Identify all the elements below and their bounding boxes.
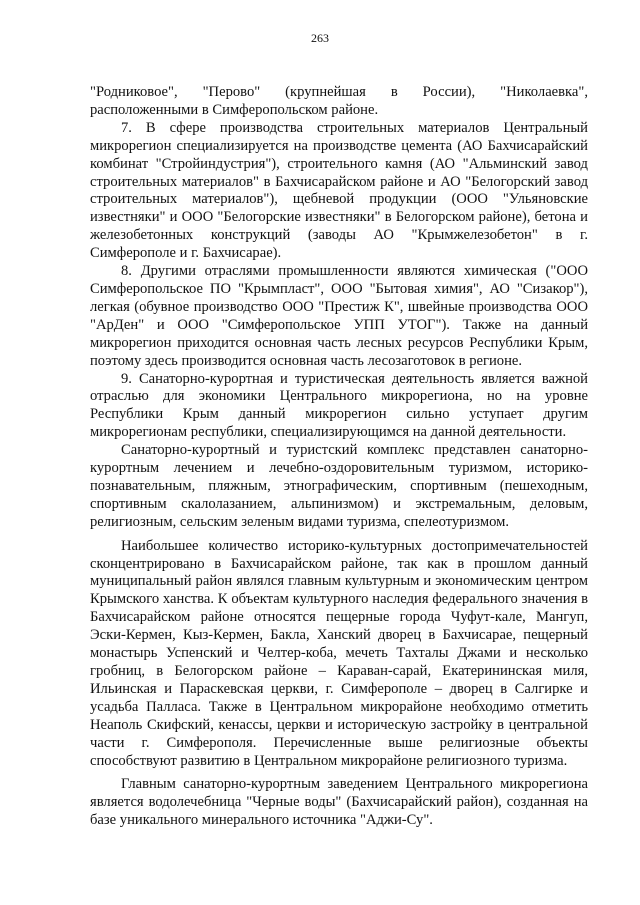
- page-number: 263: [311, 31, 329, 45]
- paragraph-building-materials: 7. В сфере производства строительных материалов Центральный микрорегион специализируется на производстве цемента (АО Бахчисарайский комбинат "Стройиндустрия"), строительного камня (АО "Альминский завод строительных материалов" в Бахчисарайском районе и АО "Белогорский завод строительных материалов"), щебневой продукции (ООО "Ульяновские известняки" и ООО "Белогорские известняки" в Белогорском районе), бетона и железобетонных конструкций (заводы АО "Крымжелезобетон" в г. Симферополе и г. Бахчисарае).: [90, 119, 588, 262]
- page-body: [90, 84, 588, 830]
- paragraph-other-industries: 8. Другими отраслями промышленности являются химическая ("ООО Симферопольское ПО "Крымпласт", ООО "Бытовая химия", АО "Сизакор"), легкая (обувное производство ООО "Престиж К", швейные производства ООО "АрДен" и ООО "Симферопольское УПП УТОГ"). Также на данный микрорегион приходится основная часть лесных ресурсов Республики Крым, поэтому здесь производится основная часть лесозаготовок в регионе.: [90, 263, 588, 369]
- paragraph-cultural-heritage: Наибольшее количество историко-культурных достопримечательностей сконцентрировано в Бахчисарайском районе, так как в прошлом данный муниципальный район являлся главным культурным и экономическим центром Крымского ханства. К объектам культурного наследия федерального значения в Бахчисарайском районе относятся пещерные города Чуфут-кале, Мангуп, Эски-Кермен, Кыз-Кермен, Бакла, Ханский дворец в Бахчисарае, пещерный монастырь Успенский и Челтер-коба, мечеть Тахталы Джами и несколько гробниц, в Белогорском районе – Караван-сарай, Екатерининская миля, Ильинская и Параскевская церкви, г. Симферополе – дворец в Салгирке и усадьба Палласа. Также в Центральном микрорайоне необходимо отметить Неаполь Скифский, кенассы, церкви и историческую застройку в центральной части г. Симферополя. Перечисленные выше религиозные объекты способствуют развитию в Центральном микрорайоне религиозного туризма.: [90, 537, 588, 769]
- paragraph-main-resort: Главным санаторно-курортным заведением Центрального микрорегиона является водолечебница "Черные воды" (Бахчисарайский район), созданная на базе уникального минерального источника "Аджи-Су".: [90, 776, 588, 829]
- paragraph-continuation: "Родниковое", "Перово" (крупнейшая в России), "Николаевка", расположенными в Симферопольском районе.: [90, 84, 588, 118]
- paragraph-resort-tourism: 9. Санаторно-курортная и туристическая деятельность является важной отраслью для экономики Центрального микрорегиона, но на уровне Республики Крым данный микрорегион сильно уступает другим микрорегионам республики, специализирующимся на данной деятельности.: [90, 370, 588, 441]
- paragraph-tourism-complex: Санаторно-курортный и туристский комплекс представлен санаторно-курортным лечением и лечебно-оздоровительным туризмом, историко-познавательным, пляжным, этнографическим, спортивным (пешеходным, спортивным скалолазанием, альпинизмом) и экстремальным, деловым, религиозным, сельским зеленым видами туризма, спелеотуризмом.: [90, 442, 588, 530]
